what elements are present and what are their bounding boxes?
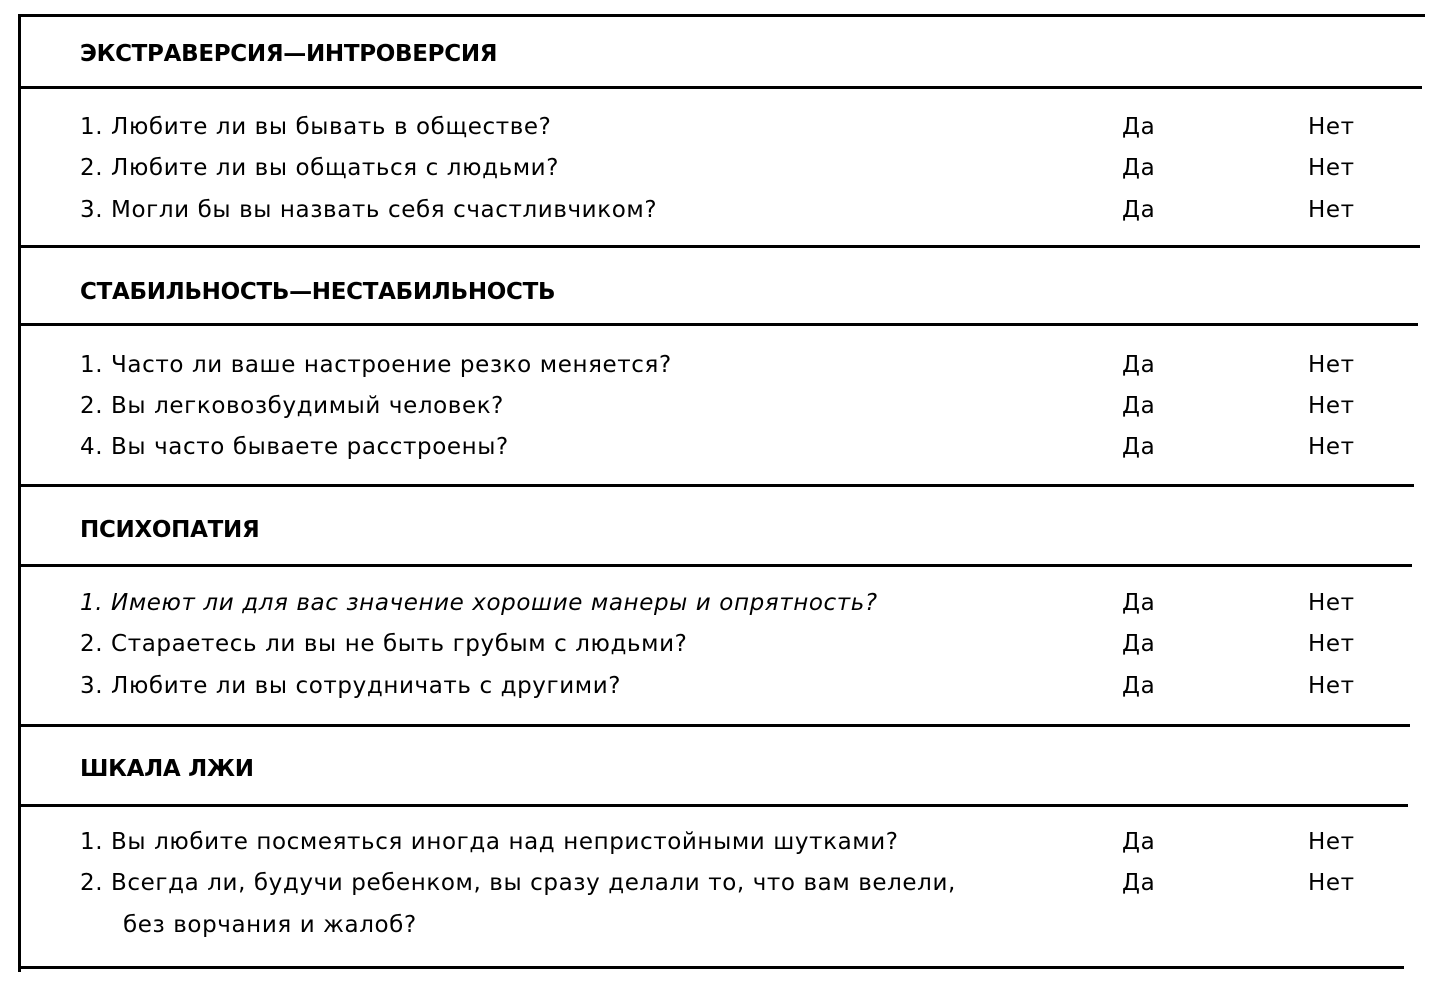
question-text: 1. Имеют ли для вас значение хорошие манеры и опрятность? bbox=[80, 590, 878, 616]
answer-yes[interactable]: Да bbox=[1122, 590, 1156, 616]
question-text: 4. Вы часто бываете расстроены? bbox=[80, 434, 509, 460]
answer-yes[interactable]: Да bbox=[1122, 352, 1156, 378]
divider bbox=[18, 804, 1408, 807]
answer-no[interactable]: Нет bbox=[1308, 590, 1355, 616]
answer-no[interactable]: Нет bbox=[1308, 829, 1355, 855]
question-text: 2. Всегда ли, будучи ребенком, вы сразу делали то, что вам велели, bbox=[80, 870, 956, 896]
answer-no[interactable]: Нет bbox=[1308, 114, 1355, 140]
answer-yes[interactable]: Да bbox=[1122, 197, 1156, 223]
question-text: 1. Часто ли ваше настроение резко меняется? bbox=[80, 352, 672, 378]
question-text: 3. Могли бы вы назвать себя счастливчиком? bbox=[80, 197, 658, 223]
answer-no[interactable]: Нет bbox=[1308, 673, 1355, 699]
divider bbox=[18, 86, 1422, 89]
answer-yes[interactable]: Да bbox=[1122, 434, 1156, 460]
question-text-continuation: без ворчания и жалоб? bbox=[123, 912, 417, 938]
answer-no[interactable]: Нет bbox=[1308, 434, 1355, 460]
section-title-stability: СТАБИЛЬНОСТЬ—НЕСТАБИЛЬНОСТЬ bbox=[80, 279, 556, 305]
answer-yes[interactable]: Да bbox=[1122, 114, 1156, 140]
question-text: 3. Любите ли вы сотрудничать с другими? bbox=[80, 673, 622, 699]
question-text: 2. Стараетесь ли вы не быть грубым с людьми? bbox=[80, 631, 688, 657]
answer-yes[interactable]: Да bbox=[1122, 631, 1156, 657]
question-text: 2. Любите ли вы общаться с людьми? bbox=[80, 155, 560, 181]
answer-yes[interactable]: Да bbox=[1122, 870, 1156, 896]
answer-no[interactable]: Нет bbox=[1308, 870, 1355, 896]
answer-no[interactable]: Нет bbox=[1308, 352, 1355, 378]
answer-yes[interactable]: Да bbox=[1122, 393, 1156, 419]
divider bbox=[18, 484, 1414, 487]
section-title-psychopathy: ПСИХОПАТИЯ bbox=[80, 517, 260, 543]
answer-no[interactable]: Нет bbox=[1308, 197, 1355, 223]
divider bbox=[18, 724, 1410, 727]
answer-yes[interactable]: Да bbox=[1122, 155, 1156, 181]
question-text: 1. Вы любите посмеяться иногда над непристойными шутками? bbox=[80, 829, 899, 855]
answer-yes[interactable]: Да bbox=[1122, 829, 1156, 855]
section-title-extraversion: ЭКСТРАВЕРСИЯ—ИНТРОВЕРСИЯ bbox=[80, 41, 498, 67]
divider bbox=[18, 323, 1418, 326]
answer-no[interactable]: Нет bbox=[1308, 631, 1355, 657]
question-text: 1. Любите ли вы бывать в обществе? bbox=[80, 114, 552, 140]
answer-no[interactable]: Нет bbox=[1308, 393, 1355, 419]
section-title-lie-scale: ШКАЛА ЛЖИ bbox=[80, 756, 254, 782]
divider bbox=[18, 564, 1412, 567]
answer-yes[interactable]: Да bbox=[1122, 673, 1156, 699]
answer-no[interactable]: Нет bbox=[1308, 155, 1355, 181]
divider bbox=[18, 245, 1420, 248]
question-text: 2. Вы легковозбудимый человек? bbox=[80, 393, 504, 419]
divider bbox=[18, 966, 1404, 969]
